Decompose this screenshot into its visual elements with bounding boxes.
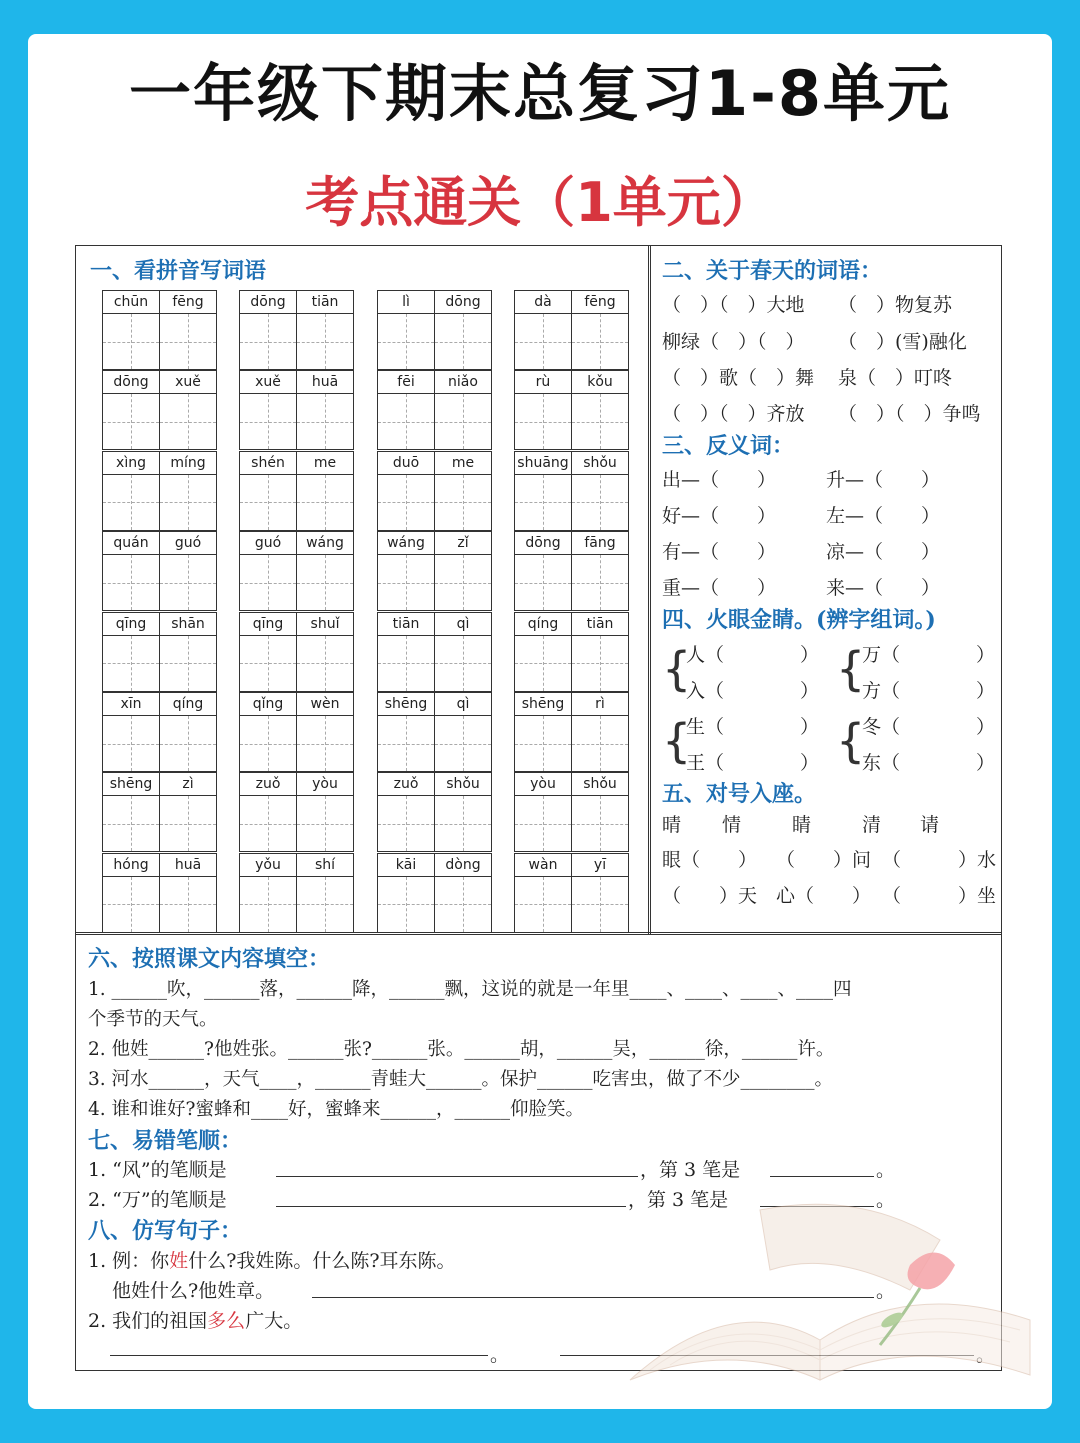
brace-icon: {: [662, 714, 692, 768]
pinyin-cell: [239, 531, 354, 611]
pinyin-label: qì: [435, 693, 491, 716]
example-rest: 什么?我姓陈。什么陈?耳东陈。: [188, 1250, 456, 1272]
distinguish-item: 入（ ）: [686, 680, 820, 702]
writing-box[interactable]: [515, 636, 572, 691]
pinyin-label: lì: [378, 291, 435, 314]
distinguish-item: 王（ ）: [686, 752, 820, 774]
pinyin-label: yòu: [297, 773, 353, 796]
writing-box[interactable]: [378, 394, 435, 449]
writing-box[interactable]: [515, 796, 572, 851]
writing-box[interactable]: [435, 314, 491, 369]
pinyin-label: guó: [160, 532, 216, 555]
section7-heading: 七、易错笔顺：: [88, 1128, 243, 1154]
pinyin-label: dōng: [435, 291, 491, 314]
writing-box[interactable]: [378, 555, 435, 610]
pinyin-label: zǐ: [435, 532, 491, 555]
writing-box[interactable]: [240, 555, 297, 610]
choice-blank: （ ）天: [662, 885, 758, 907]
writing-box[interactable]: [103, 394, 160, 449]
pinyin-label: yǒu: [240, 854, 297, 877]
writing-box[interactable]: [240, 796, 297, 851]
pinyin-label: shǒu: [572, 773, 628, 796]
choice-char: 情: [722, 814, 742, 836]
pinyin-label: xuě: [160, 371, 216, 394]
pinyin-cell: [514, 531, 629, 611]
writing-box[interactable]: [515, 555, 572, 610]
distinguish-item: 方（ ）: [862, 680, 996, 702]
writing-box[interactable]: [160, 877, 216, 932]
pinyin-label: qīng: [103, 613, 160, 636]
pinyin-label: shí: [297, 854, 353, 877]
writing-box[interactable]: [103, 475, 160, 530]
spring-word: 柳绿（ ）（ ）: [662, 331, 805, 353]
spring-word: （ ）(雪)融化: [838, 331, 967, 353]
page-title: 一年级下期末总复习1-8单元: [128, 57, 951, 130]
pinyin-cell: [377, 531, 492, 611]
open-book-illustration: [610, 1170, 1050, 1400]
pinyin-cell: [102, 692, 217, 772]
choice-char: 晴: [662, 814, 682, 836]
writing-box[interactable]: [515, 877, 572, 932]
pinyin-cell: [239, 370, 354, 450]
antonym-item: 凉—（ ）: [826, 541, 941, 563]
pinyin-label: kǒu: [572, 371, 628, 394]
writing-box[interactable]: [515, 716, 572, 771]
writing-box[interactable]: [160, 394, 216, 449]
distinguish-item: 冬（ ）: [862, 716, 996, 738]
writing-box[interactable]: [103, 555, 160, 610]
writing-box[interactable]: [240, 394, 297, 449]
writing-box[interactable]: [160, 796, 216, 851]
pinyin-label: dòng: [435, 854, 491, 877]
pinyin-label: dà: [515, 291, 572, 314]
pinyin-label: duō: [378, 452, 435, 475]
writing-box[interactable]: [378, 877, 435, 932]
writing-box[interactable]: [378, 796, 435, 851]
writing-box[interactable]: [240, 475, 297, 530]
pinyin-label: shēng: [103, 773, 160, 796]
section8-heading: 八、仿写句子：: [88, 1218, 243, 1244]
example-prefix: 1. 例：你: [88, 1250, 170, 1272]
antonym-item: 有—（ ）: [662, 541, 777, 563]
pinyin-label: tiān: [378, 613, 435, 636]
pinyin-label: huā: [297, 371, 353, 394]
writing-box[interactable]: [572, 555, 628, 610]
choice-char: 睛: [792, 814, 812, 836]
spring-word: （ ）（ ）大地: [662, 294, 805, 316]
pinyin-cell: [239, 451, 354, 531]
pinyin-cell: [102, 370, 217, 450]
distinguish-item: 万（ ）: [862, 644, 996, 666]
antonym-item: 来—（ ）: [826, 577, 941, 599]
pinyin-label: fēi: [378, 371, 435, 394]
section2-heading: 二、关于春天的词语：: [662, 258, 883, 284]
pinyin-cell: [239, 853, 354, 933]
writing-box[interactable]: [378, 475, 435, 530]
pinyin-label: dōng: [240, 291, 297, 314]
writing-box[interactable]: [160, 716, 216, 771]
antonym-item: 左—（ ）: [826, 505, 941, 527]
pinyin-label: shān: [160, 613, 216, 636]
pinyin-label: kāi: [378, 854, 435, 877]
section5-heading: 五、对号入座。: [662, 781, 817, 807]
answer-line: [276, 1206, 626, 1207]
writing-box[interactable]: [435, 796, 491, 851]
pinyin-label: tiān: [297, 291, 353, 314]
pinyin-label: shén: [240, 452, 297, 475]
fill-line: 4. 谁和谁好?蜜蜂和____好，蜜蜂来______，______仰脸笑。: [88, 1099, 584, 1120]
fill-line: 2. 他姓______?他姓张。______张?______张。______胡，______吴，______徐，______许。: [88, 1039, 835, 1060]
writing-box[interactable]: [103, 796, 160, 851]
distinguish-item: 生（ ）: [686, 716, 820, 738]
pinyin-label: wèn: [297, 693, 353, 716]
pinyin-label: qíng: [160, 693, 216, 716]
section6-heading: 六、按照课文内容填空：: [88, 946, 331, 972]
period: 。: [490, 1344, 510, 1366]
pinyin-label: fēng: [572, 291, 628, 314]
writing-box[interactable]: [160, 475, 216, 530]
choice-blank: 眼（ ）: [662, 849, 758, 871]
writing-box[interactable]: [515, 314, 572, 369]
pinyin-cell: [102, 853, 217, 933]
pinyin-label: hóng: [103, 854, 160, 877]
fill-line: 个季节的天气。: [88, 1009, 218, 1030]
spring-word: （ ）歌（ ）舞: [662, 367, 815, 389]
spring-word: （ ）（ ）齐放: [662, 403, 805, 425]
choice-char: 清: [862, 814, 882, 836]
brace-icon: {: [836, 714, 866, 768]
pinyin-cell: [377, 772, 492, 852]
pinyin-label: míng: [160, 452, 216, 475]
pinyin-label: yòu: [515, 773, 572, 796]
pinyin-cell: [514, 370, 629, 450]
choice-blank: 心（ ）: [776, 885, 872, 907]
writing-box[interactable]: [435, 636, 491, 691]
pinyin-cell: [514, 692, 629, 772]
example-line2: 他姓什么?他姓章。: [112, 1280, 275, 1302]
writing-box[interactable]: [240, 636, 297, 691]
pinyin-cell: [514, 290, 629, 370]
writing-box[interactable]: [572, 636, 628, 691]
q2-rest: 广大。: [245, 1310, 303, 1332]
writing-box[interactable]: [297, 555, 353, 610]
pinyin-label: qíng: [515, 613, 572, 636]
choice-blank: （ ）问: [776, 849, 872, 871]
pinyin-cell: [102, 290, 217, 370]
pinyin-cell: [239, 692, 354, 772]
pinyin-label: wàn: [515, 854, 572, 877]
pinyin-label: xuě: [240, 371, 297, 394]
antonym-item: 重—（ ）: [662, 577, 777, 599]
pinyin-cell: [102, 612, 217, 692]
writing-box[interactable]: [297, 394, 353, 449]
writing-box[interactable]: [572, 716, 628, 771]
writing-box[interactable]: [160, 555, 216, 610]
brace-icon: {: [836, 642, 866, 696]
writing-box[interactable]: [103, 716, 160, 771]
writing-box[interactable]: [160, 314, 216, 369]
pinyin-cell: [377, 451, 492, 531]
antonym-item: 升—（ ）: [826, 469, 941, 491]
writing-box[interactable]: [572, 796, 628, 851]
distinguish-item: 人（ ）: [686, 644, 820, 666]
pinyin-cell: [377, 612, 492, 692]
pinyin-label: rì: [572, 693, 628, 716]
pinyin-cell: [102, 772, 217, 852]
page-subtitle: 考点通关（1单元）: [305, 171, 775, 234]
choice-blank: （ ）坐: [882, 885, 997, 907]
writing-box[interactable]: [240, 314, 297, 369]
pinyin-label: shēng: [515, 693, 572, 716]
pinyin-label: shēng: [378, 693, 435, 716]
writing-box[interactable]: [572, 877, 628, 932]
q2-prefix: 2. 我们的祖国: [88, 1310, 208, 1332]
writing-box[interactable]: [240, 716, 297, 771]
pinyin-label: xìng: [103, 452, 160, 475]
brace-icon: {: [662, 642, 692, 696]
pinyin-label: chūn: [103, 291, 160, 314]
pinyin-label: qì: [435, 613, 491, 636]
writing-box[interactable]: [160, 636, 216, 691]
pinyin-cell: [514, 853, 629, 933]
section1-heading: 一、看拼音写词语: [90, 258, 267, 284]
pinyin-label: wáng: [378, 532, 435, 555]
stroke-order-mid: ，第 3 笔是: [640, 1159, 741, 1181]
stroke-order-prefix: 1. “风”的笔顺是: [88, 1159, 227, 1181]
choice-blank: （ ）水: [882, 849, 997, 871]
pinyin-label: qīng: [240, 613, 297, 636]
section3-heading: 三、反义词：: [662, 433, 795, 459]
writing-box[interactable]: [297, 475, 353, 530]
antonym-item: 出—（ ）: [662, 469, 777, 491]
writing-box[interactable]: [378, 314, 435, 369]
writing-box[interactable]: [297, 716, 353, 771]
writing-box[interactable]: [515, 394, 572, 449]
writing-box[interactable]: [378, 716, 435, 771]
pinyin-label: fāng: [572, 532, 628, 555]
writing-box[interactable]: [572, 475, 628, 530]
pinyin-cell: [514, 451, 629, 531]
pinyin-cell: [377, 853, 492, 933]
pinyin-cell: [377, 692, 492, 772]
pinyin-label: dōng: [103, 371, 160, 394]
writing-box[interactable]: [572, 314, 628, 369]
pinyin-label: rù: [515, 371, 572, 394]
pinyin-cell: [239, 612, 354, 692]
pinyin-label: shuǐ: [297, 613, 353, 636]
example-sentence: [88, 1246, 456, 1273]
writing-box[interactable]: [572, 394, 628, 449]
answer-line: [110, 1355, 488, 1356]
writing-box[interactable]: [515, 475, 572, 530]
writing-box[interactable]: [103, 314, 160, 369]
pinyin-label: me: [435, 452, 491, 475]
pinyin-label: shuāng: [515, 452, 572, 475]
pinyin-label: wáng: [297, 532, 353, 555]
pinyin-label: xīn: [103, 693, 160, 716]
antonym-item: 好—（ ）: [662, 505, 777, 527]
writing-box[interactable]: [297, 636, 353, 691]
q2-highlight: 多么: [207, 1310, 246, 1332]
section4-heading: 四、火眼金睛。(辨字组词。): [662, 607, 936, 633]
spring-word: 泉（ ）叮咚: [838, 367, 953, 389]
pinyin-cell: [102, 531, 217, 611]
pinyin-label: shǒu: [572, 452, 628, 475]
writing-box[interactable]: [378, 636, 435, 691]
pinyin-label: shǒu: [435, 773, 491, 796]
spring-word: （ ）（ ）争鸣: [838, 403, 981, 425]
pinyin-label: tiān: [572, 613, 628, 636]
writing-box[interactable]: [240, 877, 297, 932]
writing-box[interactable]: [435, 475, 491, 530]
pinyin-cell: [239, 772, 354, 852]
writing-box[interactable]: [103, 636, 160, 691]
pinyin-cell: [514, 612, 629, 692]
period: 。: [876, 1280, 896, 1302]
question-2: [88, 1306, 302, 1333]
pinyin-label: me: [297, 452, 353, 475]
pinyin-label: quán: [103, 532, 160, 555]
writing-box[interactable]: [297, 796, 353, 851]
writing-box[interactable]: [103, 877, 160, 932]
stroke-order-mid: ，第 3 笔是: [628, 1189, 729, 1211]
example-highlight: 姓: [169, 1250, 189, 1272]
pinyin-cell: [239, 290, 354, 370]
pinyin-cell: [514, 772, 629, 852]
answer-line: [276, 1176, 638, 1177]
pinyin-cell: [377, 290, 492, 370]
pinyin-label: yī: [572, 854, 628, 877]
pinyin-label: zuǒ: [378, 773, 435, 796]
pinyin-label: huā: [160, 854, 216, 877]
distinguish-item: 东（ ）: [862, 752, 996, 774]
stroke-order-end: 。: [876, 1189, 896, 1211]
pinyin-label: niǎo: [435, 371, 491, 394]
stroke-order-prefix: 2. “万”的笔顺是: [88, 1189, 227, 1211]
fill-line: 3. 河水______，天气____，______青蛙大______。保护______吃害虫，做了不少________。: [88, 1069, 834, 1090]
stroke-order-end: 。: [876, 1159, 896, 1181]
writing-box[interactable]: [435, 716, 491, 771]
choice-char: 请: [920, 814, 940, 836]
writing-box[interactable]: [297, 314, 353, 369]
pinyin-cell: [377, 370, 492, 450]
writing-box[interactable]: [297, 877, 353, 932]
spring-word: （ ）物复苏: [838, 294, 953, 316]
writing-box[interactable]: [435, 394, 491, 449]
pinyin-label: qǐng: [240, 693, 297, 716]
pinyin-cell: [102, 451, 217, 531]
pinyin-label: fēng: [160, 291, 216, 314]
pinyin-label: zuǒ: [240, 773, 297, 796]
writing-box[interactable]: [435, 555, 491, 610]
pinyin-label: zì: [160, 773, 216, 796]
pinyin-label: dōng: [515, 532, 572, 555]
writing-box[interactable]: [435, 877, 491, 932]
pinyin-label: guó: [240, 532, 297, 555]
fill-line: 1. ______吹，______落，______降，______飘，这说的就是一年里____、____、____、____四: [88, 979, 852, 1000]
